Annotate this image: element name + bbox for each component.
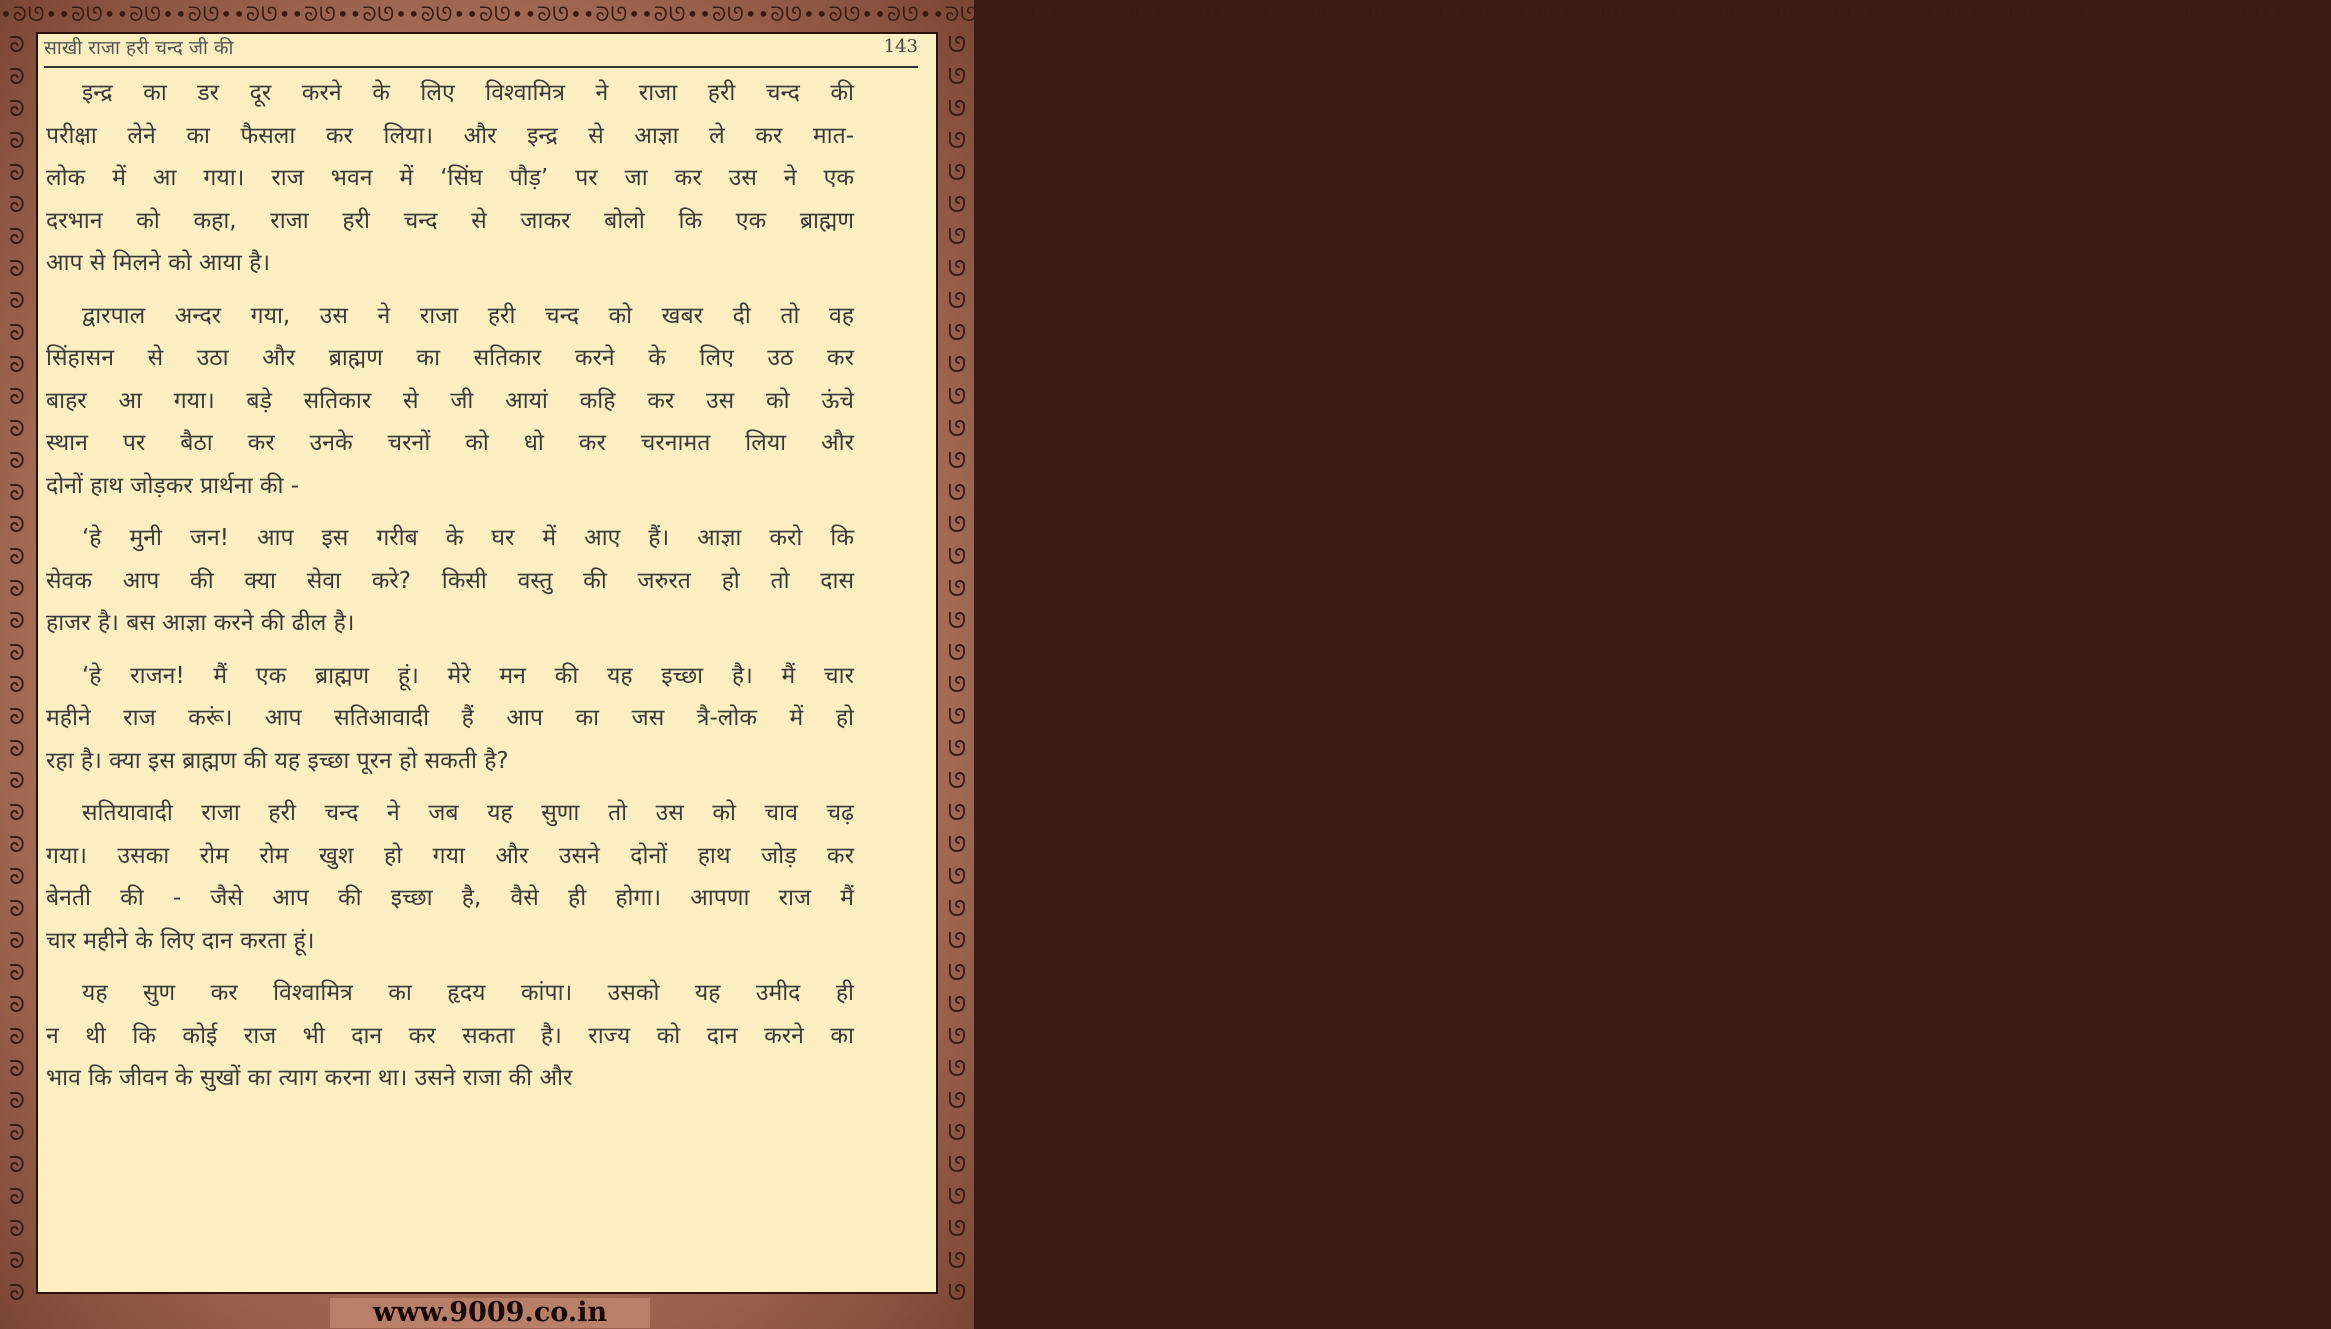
text-line: दरभान को कहा, राजा हरी चन्द से जाकर बोलो कि एक ब्राह्मण	[46, 207, 854, 234]
text-line: लोक में आ गया। राज भवन में ‘सिंघ पौड़’ पर जा कर उस ने एक	[46, 165, 854, 191]
text-line: भाव कि जीवन के सुखों का त्याग करना था। उसने राजा की और	[46, 1065, 573, 1091]
text-line: बेनती की - जैसे आप की इच्छा है, वैसे ही होगा। आपणा राज मैं	[46, 885, 854, 911]
page-number: 143	[883, 36, 918, 57]
left-border-ornament: ᘐ ᘐ ᘐ ᘐ ᘐ ᘐ ᘐ ᘐ ᘐ ᘐ ᘐ ᘐ ᘐ ᘐ ᘐ ᘐ ᘐ ᘐ ᘐ ᘐ ᘐ ᘐ ᘐ ᘐ ᘐ ᘐ ᘐ ᘐ ᘐ ᘐ ᘐ ᘐ ᘐ ᘐ ᘐ ᘐ ᘐ ᘐ ᘐ ᘐ	[9, 33, 25, 1306]
text-line: इन्द्र का डर दूर करने के लिए विश्वामित्र ने राजा हरी चन्द की	[82, 80, 854, 106]
paragraph	[46, 972, 854, 1100]
text-line: बाहर आ गया। बड़े सतिकार से जी आयां कहि कर उस को ऊंचे	[46, 387, 854, 414]
text-line: ‘हे राजन! मैं एक ब्राह्मण हूं। मेरे मन की यह इच्छा है। मैं चार	[82, 662, 854, 689]
text-line: परीक्षा लेने का फैसला कर लिया। और इन्द्र से आज्ञा ले कर मात-	[46, 122, 854, 149]
text-line: स्थान पर बैठा कर उनके चरनों को धो कर चरनामत लिया और	[46, 430, 854, 456]
paragraph	[46, 517, 854, 645]
body-text	[46, 72, 854, 1110]
text-line: महीने राज करूं। आप सतिआवादी हैं आप का जस त्रै-लोक में हो	[46, 705, 854, 731]
running-title: साखी राजा हरी चन्द जी की	[44, 37, 234, 59]
page-header	[44, 34, 918, 68]
paragraph	[46, 72, 854, 285]
text-line: आप से मिलने को आया है।	[46, 250, 271, 276]
paragraph	[46, 792, 854, 962]
text-line: सेवक आप की क्या सेवा करे? किसी वस्तु की जरुरत हो तो दास	[46, 567, 854, 594]
text-line: चार महीने के लिए दान करता हूं।	[46, 927, 315, 954]
text-line: द्वारपाल अन्दर गया, उस ने राजा हरी चन्द को खबर दी तो वह	[82, 302, 854, 329]
text-line: सतियावादी राजा हरी चन्द ने जब यह सुणा तो उस को चाव चढ़	[82, 800, 854, 826]
text-line: हाजर है। बस आज्ञा करने की ढील है।	[46, 610, 355, 636]
footer-url: www.9009.co.in	[330, 1298, 650, 1328]
text-line: रहा है। क्या इस ब्राह्मण की यह इच्छा पूरन हो सकती है?	[46, 747, 509, 774]
top-border-ornament: •ᘐᘎ••ᘐᘎ••ᘐᘎ••ᘐᘎ••ᘐᘎ••ᘐᘎ••ᘐᘎ••ᘐᘎ••ᘐᘎ••ᘐᘎ••ᘐᘎ••ᘐᘎ••ᘐᘎ••ᘐᘎ••ᘐᘎ••ᘐᘎ••ᘐᘎ••ᘐᘎ••ᘐᘎ••ᘐᘎ••ᘐᘎ••ᘐᘎ••ᘐᘎ••ᘐᘎ••ᘐᘎ••ᘐᘎ••ᘐᘎ••ᘐᘎ••ᘐᘎ••ᘐᘎ••ᘐᘎ••ᘐᘎ••ᘐᘎ••ᘐᘎ••ᘐᘎ••ᘐᘎ••ᘐᘎ••ᘐᘎ••ᘐᘎ••ᘐᘎ•	[0, 2, 2331, 26]
paragraph	[46, 295, 854, 508]
text-line: गया। उसका रोम रोम खुश हो गया और उसने दोनों हाथ जोड़ कर	[46, 842, 854, 869]
text-line: सिंहासन से उठा और ब्राह्मण का सतिकार करने के लिए उठ कर	[46, 345, 854, 371]
text-line: यह सुण कर विश्वामित्र का हृदय कांपा। उसको यह उमीद ही	[82, 980, 854, 1006]
paragraph	[46, 655, 854, 783]
text-line: ‘हे मुनी जन! आप इस गरीब के घर में आए हैं। आज्ञा करो कि	[82, 525, 854, 551]
text-line: न थी कि कोई राज भी दान कर सकता है। राज्य को दान करने का	[46, 1022, 854, 1049]
text-line: दोनों हाथ जोड़कर प्रार्थना की -	[46, 472, 300, 499]
right-border-ornament: ᘎ ᘎ ᘎ ᘎ ᘎ ᘎ ᘎ ᘎ ᘎ ᘎ ᘎ ᘎ ᘎ ᘎ ᘎ ᘎ ᘎ ᘎ ᘎ ᘎ ᘎ ᘎ ᘎ ᘎ ᘎ ᘎ ᘎ ᘎ ᘎ ᘎ ᘎ ᘎ ᘎ ᘎ ᘎ ᘎ ᘎ ᘎ ᘎ ᘎ	[947, 33, 967, 1306]
